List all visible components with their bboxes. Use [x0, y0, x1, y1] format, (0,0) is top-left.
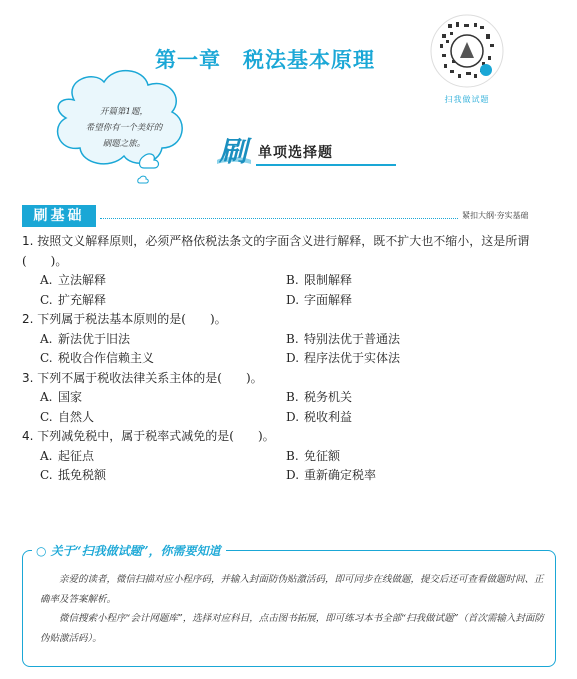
info-heading: ○ 关于“扫我做试题”，你需要知道 [32, 542, 226, 559]
question-list [22, 232, 556, 486]
info-body [40, 570, 544, 648]
option-c: C. 自然人 [40, 409, 95, 424]
question-stem: 下列减免税中，属于税率式减免的是( )。 [37, 429, 275, 443]
question-stem: 按照文义解释原则，必须严格依税法条文的字面含义进行解释，既不扩大也不缩小，这是所谓( )。 [22, 234, 530, 268]
option-d: D. 税收利益 [286, 409, 353, 424]
section-title: 单项选择题 [258, 145, 333, 161]
option-d: D. 字面解释 [286, 292, 353, 307]
basic-note: 紧扣大纲·夯实基础 [462, 211, 529, 220]
option-a: A. 国家 [40, 390, 83, 404]
info-paragraph: 微信搜索小程序“会计网题库”，选择对应科目，点击图书拓展，即可练习本书全部“扫我做试题”（首次需输入封面防伪贴激活码）。 [40, 613, 544, 644]
info-dot-icon: ○ [36, 544, 47, 558]
option-b: B. 免征额 [286, 448, 341, 463]
option-b: B. 特别法优于普通法 [286, 331, 401, 346]
option-c: C. 税收合作信赖主义 [40, 351, 155, 365]
cloud-message: 开篇第1题， 希望你有一个美好的 刷题之旅。 [85, 107, 163, 149]
option-b: B. 税务机关 [286, 390, 353, 404]
option-b: B. 限制解释 [286, 273, 353, 287]
brush-char: 刷 [218, 135, 248, 168]
chapter-title: 第一章 税法基本原理 [155, 48, 375, 72]
option-c: C. 扩充解释 [40, 292, 107, 307]
option-a: A. 起征点 [40, 448, 95, 463]
question-item: 2. 下列属于税法基本原则的是( )。 A. 新法优于旧法 B. 特别法优于普通法 C. 税收合作信赖主义 D. 程序法优于实体法 [22, 310, 556, 369]
question-item: 1. 按照文义解释原则，必须严格依税法条文的字面含义进行解释，既不扩大也不缩小，这是所谓( )。 A. 立法解释 B. 限制解释 C. 扩充解释 D. 字面解释 [22, 232, 556, 310]
option-a: A. 立法解释 [40, 273, 107, 287]
divider [100, 218, 458, 219]
option-d: D. 程序法优于实体法 [286, 351, 401, 365]
question-item: 3. 下列不属于税收法律关系主体的是( )。 A. 国家 B. 税务机关 C. 自然人 D. 税收利益 [22, 369, 556, 428]
question-stem: 下列属于税法基本原则的是( )。 [37, 312, 227, 326]
qr-caption: 扫我做试题 [444, 95, 490, 104]
info-paragraph: 亲爱的读者，微信扫描对应小程序码，并输入封面防伪贴激活码，即可同步在线做题，提交后还可查看做题时间、正确率及答案解析。 [40, 574, 544, 605]
section-underline [256, 164, 396, 166]
question-item: 4. 下列减免税中，属于税率式减免的是( )。 A. 起征点 B. 免征额 C. 抵免税额 D. 重新确定税率 [22, 427, 556, 486]
brush-character-icon [213, 130, 253, 170]
qr-code[interactable] [430, 14, 504, 88]
option-d: D. 重新确定税率 [286, 468, 377, 482]
option-a: A. 新法优于旧法 [40, 331, 131, 346]
option-c: C. 抵免税额 [40, 468, 107, 482]
question-stem: 下列不属于税收法律关系主体的是( )。 [37, 370, 263, 385]
basic-tag: 刷基础 [22, 205, 96, 227]
